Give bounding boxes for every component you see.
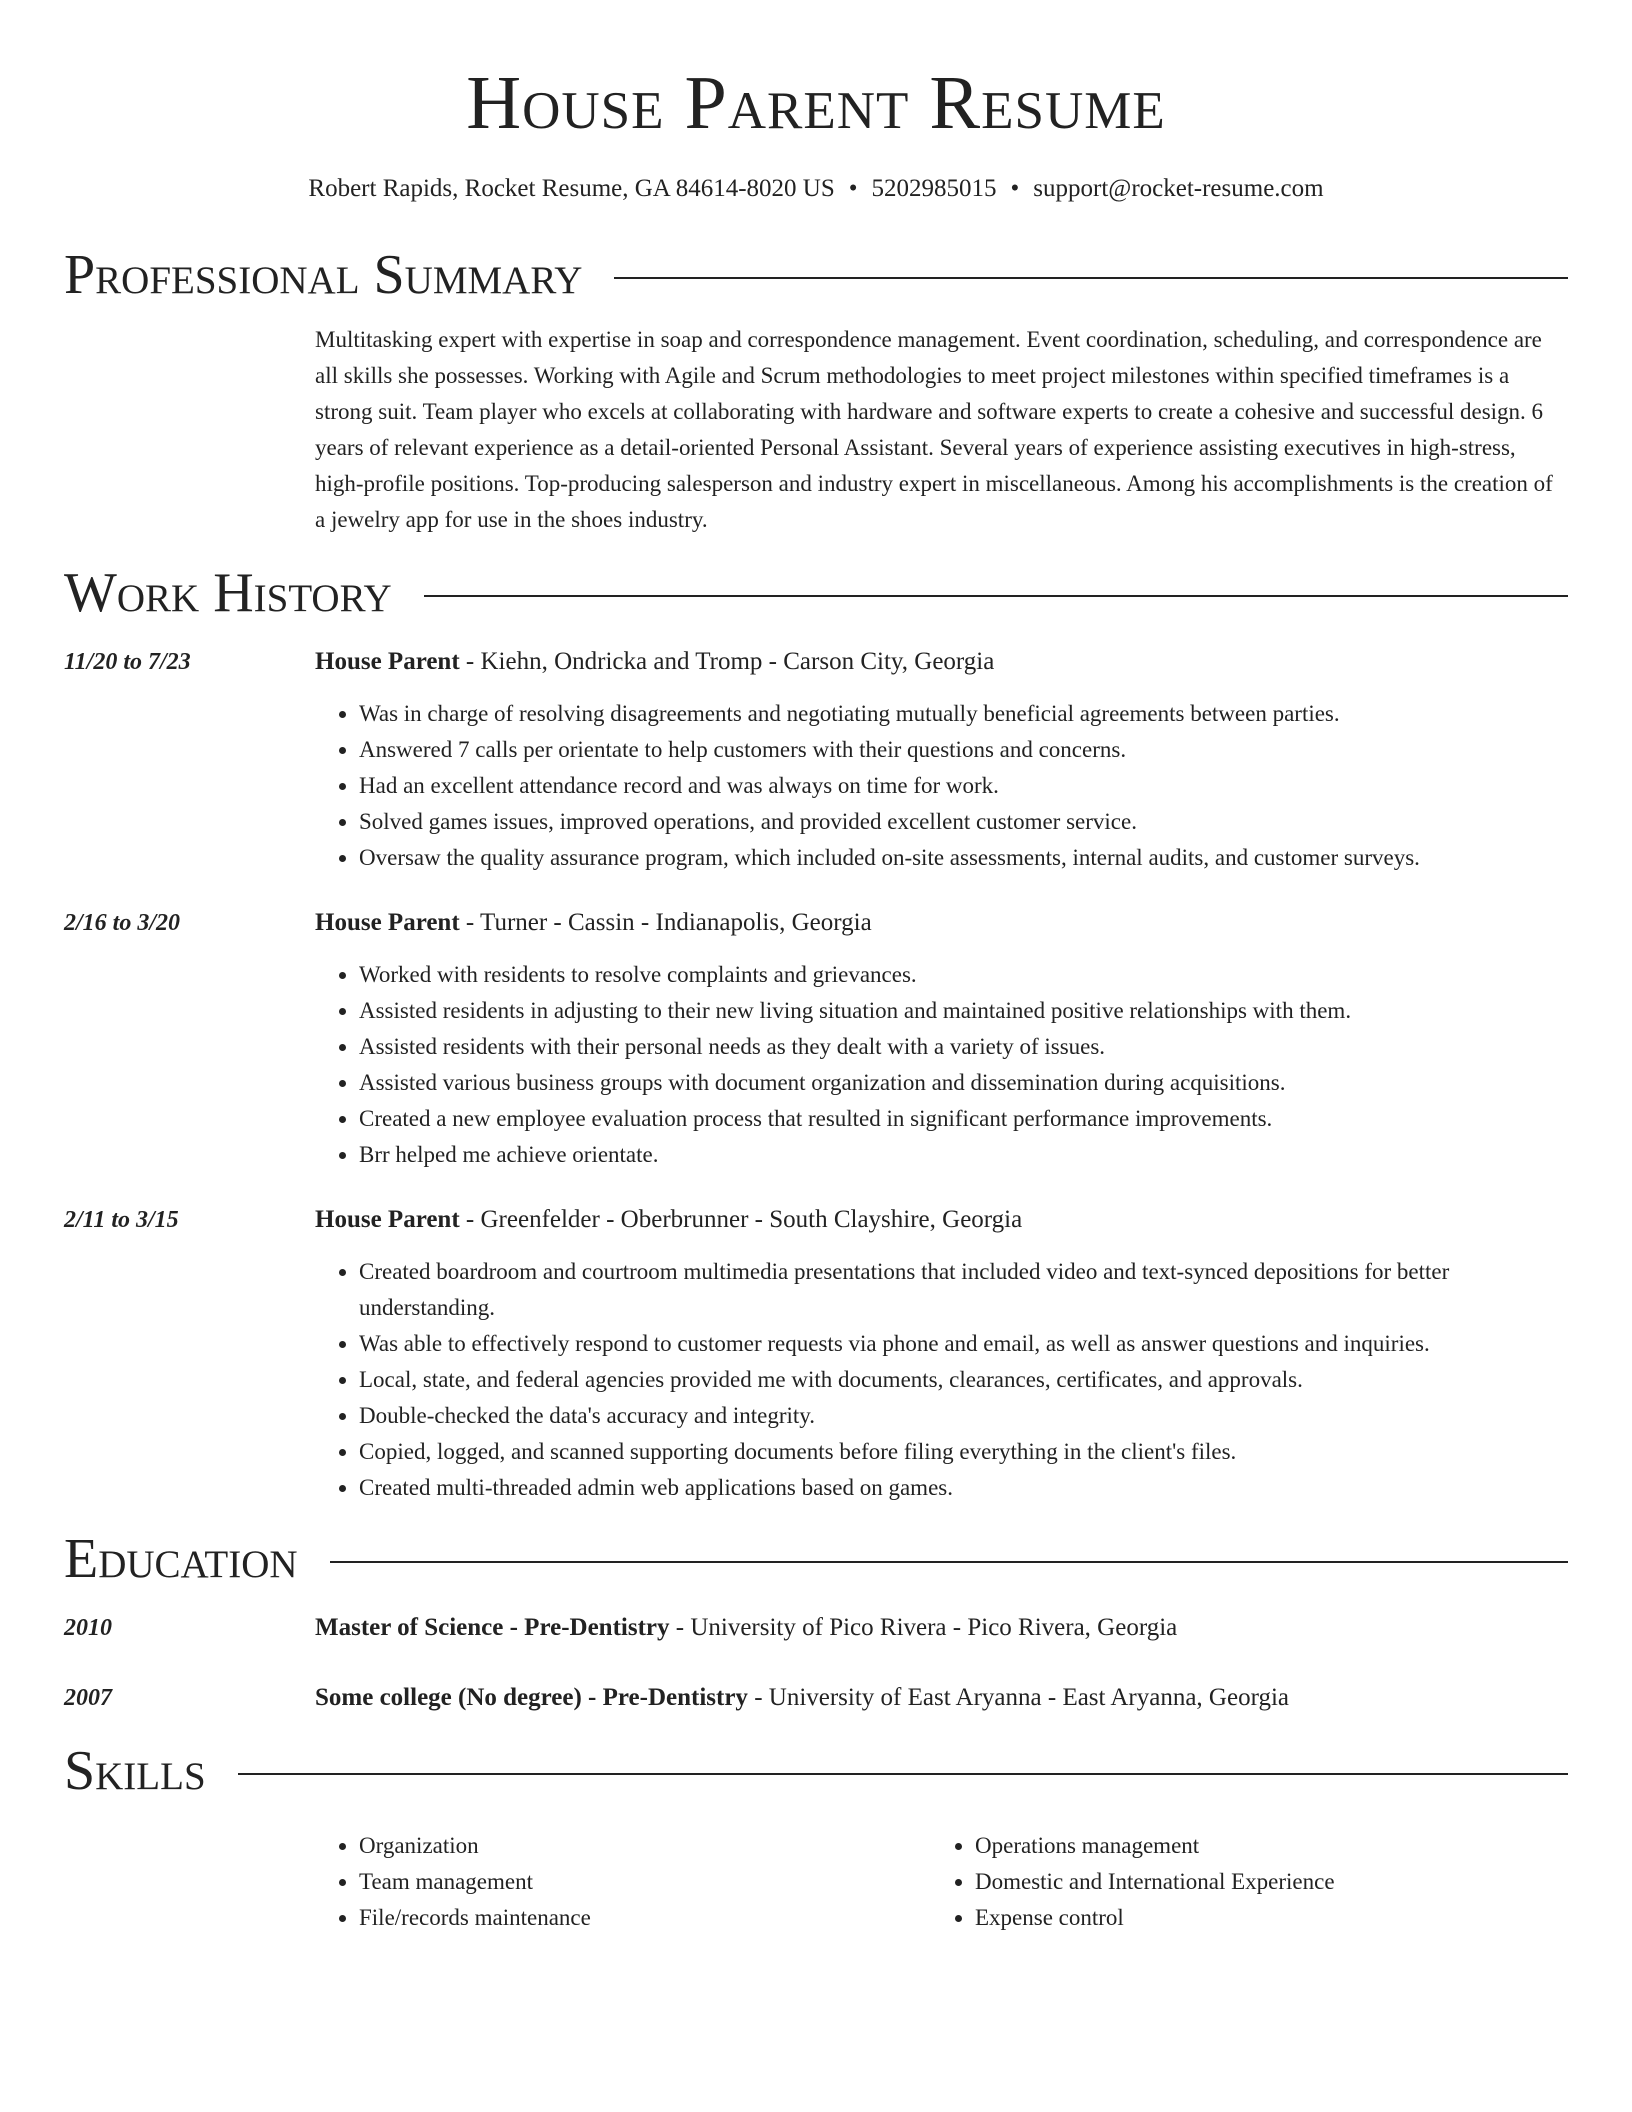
section-title-education: Education [64,1528,298,1590]
education-section-header [64,1526,1568,1592]
contact-separator: • [1010,175,1020,202]
section-divider [330,1561,1568,1563]
job-bullet: • Assisted residents with their personal needs as they dealt with a variety of issues. [359,1029,1568,1065]
education-degree: Master of Science - Pre-Dentistry [315,1614,670,1641]
work-section-header [64,560,1568,626]
job-bullet: • Created boardroom and courtroom multimedia presentations that included video and text-synced depositions for better understanding. [359,1254,1568,1326]
skill-item: • File/records maintenance [359,1900,931,1936]
job-bullet: • Was in charge of resolving disagreements and negotiating mutually beneficial agreements between parties. [359,696,1568,732]
job-bullet: • Brr helped me achieve orientate. [359,1137,1568,1173]
section-title-summary: Professional Summary [64,244,583,306]
resume-page [64,0,1568,1936]
job-bullet: • Was able to effectively respond to customer requests via phone and email, as well as answer questions and inquiries. [359,1326,1568,1362]
job-dates: 2/11 to 3/15 [64,1207,179,1233]
section-divider [424,595,1568,597]
skills-section-header [64,1738,1568,1804]
summary-section-header [64,242,1568,308]
job-bullet: • Had an excellent attendance record and was always on time for work. [359,768,1568,804]
summary-text: Multitasking expert with expertise in soap and correspondence management. Event coordination, scheduling, and correspondence are all skills she possesses. Working with Agile and Scrum methodologies to meet project milestones within specified timeframes is a strong suit. Team player who excels at collaborating with hardware and software experts to create a cohesive and successful design. 6 years of relevant experience as a detail-oriented Personal Assistant. Several years of experience assisting executives in high-stress, high-profile positions. Top-producing salesperson and industry expert in miscellaneous. Among his accomplishments is the creation of a jewelry app for use in the shoes industry. [315,327,1553,532]
education-school: - University of Pico Rivera - Pico Rivera, Georgia [669,1614,1178,1641]
page-title: House Parent Resume [466,61,1166,145]
job-bullet: • Double-checked the data's accuracy and integrity. [359,1398,1568,1434]
skill-item: • Team management [359,1864,931,1900]
education-year: 2007 [64,1685,112,1711]
contact-phone: 5202985015 [871,175,997,202]
contact-line [64,172,1568,206]
skill-item: • Operations management [975,1828,1547,1864]
job-bullet: • Solved games issues, improved operations, and provided excellent customer service. [359,804,1568,840]
contact-separator: • [848,175,858,202]
section-divider [238,1773,1568,1775]
job-bullet: • Local, state, and federal agencies provided me with documents, clearances, certificates, and approvals. [359,1362,1568,1398]
education-body [315,1680,1568,1716]
job-heading [315,1202,1568,1238]
job-employer: - Turner - Cassin - Indianapolis, Georgia [459,909,872,936]
skills-column-left [315,1828,931,1936]
education-body [315,1610,1568,1646]
job-body [315,905,1568,1173]
skill-item: • Organization [359,1828,931,1864]
job-entry [64,905,1568,1173]
education-degree: Some college (No degree) - Pre-Dentistry [315,1684,748,1711]
job-bullet: • Assisted residents in adjusting to their new living situation and maintained positive relationships with them. [359,993,1568,1029]
job-dates: 11/20 to 7/23 [64,649,191,675]
job-bullets [315,957,1568,1173]
job-bullet: • Answered 7 calls per orientate to help customers with their questions and concerns. [359,732,1568,768]
job-bullet: • Assisted various business groups with document organization and dissemination during acquisitions. [359,1065,1568,1101]
job-bullet: • Created multi-threaded admin web applications based on games. [359,1470,1568,1506]
job-title: House Parent [315,1206,460,1233]
job-bullet: • Copied, logged, and scanned supporting documents before filing everything in the client's files. [359,1434,1568,1470]
job-bullet: • Worked with residents to resolve complaints and grievances. [359,957,1568,993]
job-heading [315,905,1568,941]
skills-column-right [931,1828,1547,1936]
education-school: - University of East Aryanna - East Aryanna, Georgia [747,1684,1289,1711]
education-heading [315,1610,1568,1646]
skill-item: • Domestic and International Experience [975,1864,1547,1900]
job-body [315,644,1568,876]
job-title: House Parent [315,648,460,675]
job-heading [315,644,1568,680]
job-employer: - Greenfelder - Oberbrunner - South Clayshire, Georgia [459,1206,1023,1233]
job-entry [64,644,1568,876]
education-heading [315,1680,1568,1716]
job-body [315,1202,1568,1506]
job-bullet: • Created a new employee evaluation process that resulted in significant performance improvements. [359,1101,1568,1137]
job-dates: 2/16 to 3/20 [64,910,181,936]
skill-item: • Expense control [975,1900,1547,1936]
contact-address: Robert Rapids, Rocket Resume, GA 84614-8020 US [308,175,835,202]
job-entry [64,1202,1568,1506]
contact-email: support@rocket-resume.com [1033,175,1324,202]
education-year: 2010 [64,1615,112,1641]
job-bullet: • Oversaw the quality assurance program, which included on-site assessments, internal audits, and customer surveys. [359,840,1568,876]
section-divider [614,277,1568,279]
job-employer: - Kiehn, Ondricka and Tromp - Carson City, Georgia [459,648,995,675]
education-entry [64,1610,1568,1646]
section-title-skills: Skills [64,1740,206,1802]
job-title: House Parent [315,909,460,936]
job-bullets [315,1254,1568,1506]
education-entry [64,1680,1568,1716]
job-bullets [315,696,1568,876]
skills-list [315,1828,1568,1936]
section-title-work: Work History [64,562,392,624]
